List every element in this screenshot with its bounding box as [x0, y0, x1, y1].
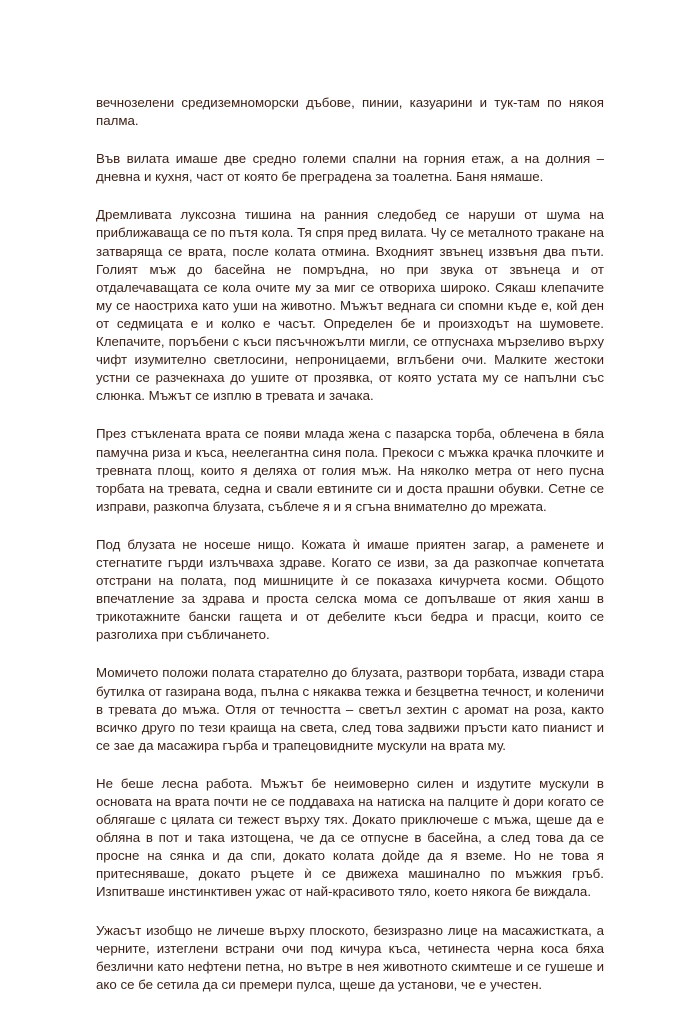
paragraph: Не беше лесна работа. Мъжът бе неимоверно силен и издутите мускули в основата на врата почти не се поддаваха на натиска на палците ѝ дори когато се облягаше с цялата си тежест върху тях. Докато приключеше с мъжа, щеше да е обляна в пот и така изтощена, че да се отпусне в басейна, а след това да се просне на сянка и да спи, докато колата дойде да я вземе. Но не това я притесняваше, докато ръцете ѝ се движеха машинално по мъжкия гръб. Изпитваше инстинктивен ужас от най-красивото тяло, което някога бе виждала.	[96, 775, 604, 900]
paragraph: Ужасът изобщо не личеше върху плоското, безизразно лице на масажистката, а черните, изтеглени встрани очи под кичура къса, четинеста черна коса бяха безлични като нефтени петна, но вътре в нея животното скимтеше и се гушеше и ако се бе сетила да си премери пулса, щеше да установи, че е учестен.	[96, 922, 604, 992]
paragraph: вечнозелени средиземноморски дъбове, пинии, казуарини и тук-там по някоя палма.	[96, 95, 604, 129]
paragraph: През стъклената врата се появи млада жена с пазарска торба, облечена в бяла памучна риза и къса, неелегантна синя пола. Прекоси с мъжка крачка плочките и тревната площ, които я деляха от голия мъж. На няколко метра от него пусна торбата на тревата, седна и свали евтините си и доста прашни обувки. Сетне се изправи, разкопча блузата, съблече я и я сгъна внимателно до мрежата.	[96, 426, 604, 514]
paragraph: Във вилата имаше две средно големи спални на горния етаж, а на долния – дневна и кухня, част от която бе преградена за тоалетна. Баня нямаше.	[96, 151, 604, 185]
body-text	[96, 94, 604, 1014]
paragraph: Момичето положи полата старателно до блузата, разтвори торбата, извади стара бутилка от газирана вода, пълна с някаква тежка и безцветна течност, и коленичи в тревата до мъжа. Отля от течността – светъл зехтин с аромат на роза, както всичко друго по тези краища на света, след това задвижи пръсти като пианист и се зае да масажира гърба и трапецовидните мускули на врата му.	[96, 665, 604, 753]
paragraph: Дремливата луксозна тишина на ранния следобед се наруши от шума на приближаваща се по пътя кола. Тя спря пред вилата. Чу се металното тракане на затваряща се врата, после колата отмина. Входният звънец иззвъня два пъти. Голият мъж до басейна не помръдна, но при звука от звънеца и от отдалечаващата се кола очите му за миг се отвориха широко. Сякаш клепачите му се наостриха като уши на животно. Мъжът веднага си спомни къде е, кой ден от седмицата е и колко е часът. Определен бе и произходът на шумовете. Клепачите, поръбени с къси пясъчножълти мигли, се отпуснаха мързеливо върху чифт изумително светлосини, непроницаеми, вглъбени очи. Малките жестоки устни се разчекнаха до ушите от прозявка, от която устата му се напълни със слюнка. Мъжът се изплю в тревата и зачака.	[96, 207, 604, 404]
paragraph: Под блузата не носеше нищо. Кожата ѝ имаше приятен загар, а раменете и стегнатите гърди излъчваха здраве. Когато се изви, за да разкопчае копчетата отстрани на полата, под мишниците ѝ се показаха кичурчета косми. Общото впечатление за здрава и проста селска мома се допълваше от якия ханш в трикотажните бански гащета и от дебелите къси бедра и прасци, които се разголиха при събличането.	[96, 536, 604, 643]
